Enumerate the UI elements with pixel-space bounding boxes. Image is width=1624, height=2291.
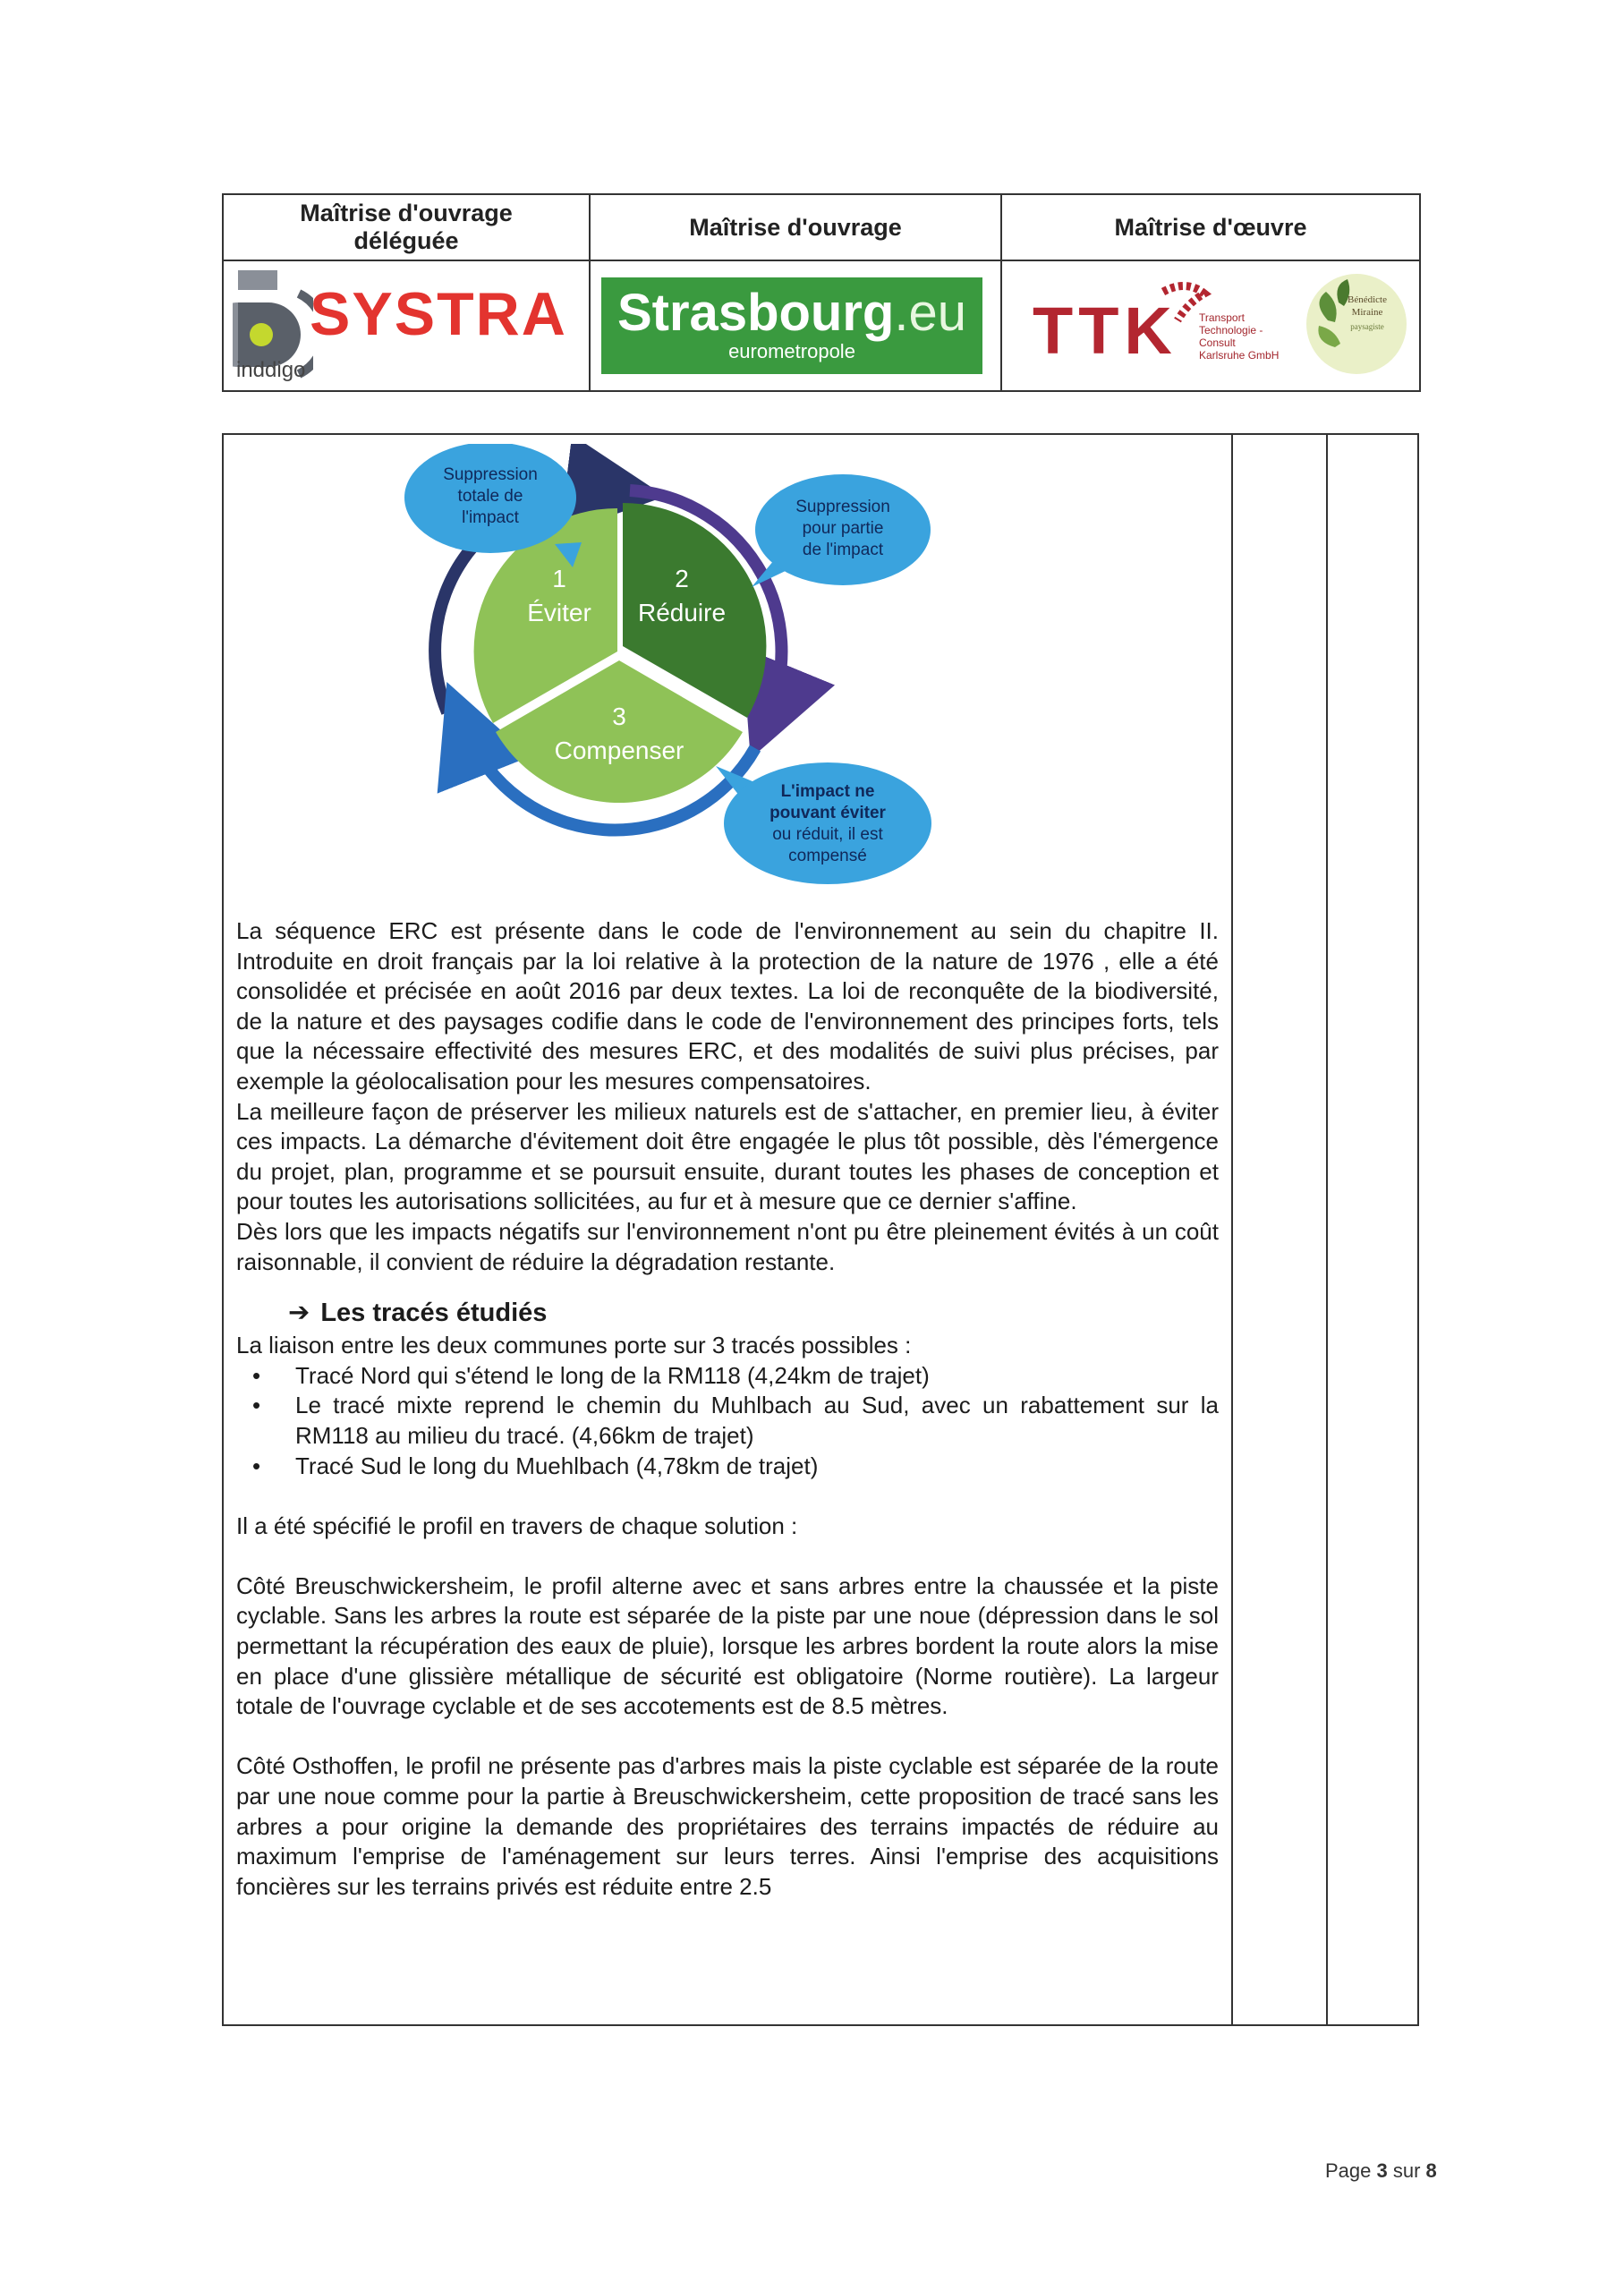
svg-text:totale de: totale de <box>457 487 523 506</box>
systra-logo-text: SYSTRA <box>310 280 567 348</box>
page-total: 8 <box>1425 2159 1437 2182</box>
paragraph-routes-intro: La liaison entre les deux communes porte sur 3 tracés possibles : <box>236 1332 912 1359</box>
svg-text:Bénédicte: Bénédicte <box>1348 294 1387 305</box>
svg-text:pour partie: pour partie <box>802 519 884 538</box>
svg-text:de l'impact: de l'impact <box>802 541 884 559</box>
paragraph-avoidance: La meilleure façon de préserver les milieux naturels est de s'attacher, en premier lieu, à éviter ces impacts. La démarche d'évitement doit être engagée le plus tôt possible, dès l'émergence du projet, plan, programme et se poursuit ensuite, durant toutes les phases de conception et pour toutes les autorisations sollicitées, au fur et à mesure que ce dernier s'affine. <box>236 1097 1219 1215</box>
bubble-partial-removal <box>752 474 931 587</box>
svg-text:Suppression: Suppression <box>795 498 890 516</box>
ttk-logo-text: TTK <box>1033 294 1178 368</box>
strasbourg-logo-suffix: .eu <box>894 284 966 342</box>
section-heading <box>288 1295 1219 1331</box>
systra-inddigo-logo <box>224 260 589 390</box>
svg-text:pouvant éviter: pouvant éviter <box>769 804 886 822</box>
frame-divider-1 <box>1231 435 1233 2024</box>
header-col-delegated <box>224 195 591 390</box>
ttk-logo-mark <box>1029 260 1226 385</box>
svg-text:L'impact ne: L'impact ne <box>780 782 875 801</box>
strasbourg-logo-block <box>601 277 982 374</box>
svg-text:ou réduit, il est: ou réduit, il est <box>772 825 883 844</box>
paragraph-reduction: Dès lors que les impacts négatifs sur l'environnement n'ont pu être pleinement évités à un coût raisonnable, il convient de réduire la dégradation restante. <box>236 1217 1219 1275</box>
header-col-contractor <box>1002 195 1419 390</box>
section-heading-text: Les tracés étudiés <box>320 1299 548 1328</box>
sector-avoid-number: 1 <box>552 565 566 592</box>
header-title-delegated: Maîtrise d'ouvrage déléguée <box>224 195 589 261</box>
paragraph-profile-intro: Il a été spécifié le profil en travers de chaque solution : <box>236 1512 798 1539</box>
svg-text:Miraine: Miraine <box>1351 307 1383 318</box>
bubble-compensated <box>716 762 931 884</box>
erc-diagram <box>403 444 1083 891</box>
header-title-owner: Maîtrise d'ouvrage <box>591 195 1000 261</box>
eurometropole-text: eurometropole <box>728 340 855 362</box>
list-item: • Tracé Nord qui s'étend le long de la RM118 (4,24km de trajet) <box>295 1361 1219 1392</box>
svg-text:paysagiste: paysagiste <box>1350 322 1384 331</box>
svg-text:compensé: compensé <box>788 847 867 865</box>
sector-compensate-number: 3 <box>612 703 626 730</box>
header-title-contractor: Maîtrise d'œuvre <box>1002 195 1419 261</box>
page-number: Page 3 sur 8 <box>1325 2159 1437 2182</box>
paragraph-breuschwickersheim: Côté Breuschwickersheim, le profil alterne avec et sans arbres entre la chaussée et la piste cyclable. Sans les arbres la route est séparée de la piste par une noue (dépression dans le sol permettant la récupération des eaux de pluie), lorsque les arbres bordent la route alors la mise en place d'une glissière métallique de sécurité est obligatoire (Norme routière). La largeur totale de l'ouvrage cyclable et de ses accotements est de 8.5 mètres. <box>236 1571 1219 1720</box>
sector-reduce-label: Réduire <box>637 599 727 626</box>
list-item: • Le tracé mixte reprend le chemin du Muhlbach au Sud, avec un rabattement sur la RM118 au milieu du tracé. (4,66km de trajet) <box>295 1391 1219 1451</box>
paragraph-osthoffen: Côté Osthoffen, le profil ne présente pas d'arbres mais la piste cyclable est séparée de la route par une noue comme pour la partie à Breuschwickersheim, cette proposition de tracé sans les arbres a pour origine la demande des propriétaires des terrains impactés de réduire au maximum l'emprise de l'aménagement sur leurs terres. Ainsi l'emprise des acquisitions foncières sur les terrains privés est réduite entre 2.5 <box>236 1752 1219 1900</box>
inddigo-logo-text: inddigo <box>236 358 306 382</box>
sector-reduce-number: 2 <box>675 565 689 592</box>
strasbourg-logo <box>591 260 1000 390</box>
paragraph-erc-intro: La séquence ERC est présente dans le code de l'environnement au sein du chapitre II. Introduite en droit français par la loi relative à la protection de la nature de 1976 , elle a été consolidée et précisée en août 2016 par deux textes. La loi de reconquête de la biodiversité, de la nature et des paysages codifie dans le code de l'environnement des principes forts, tels que la nécessaire effectivité des mesures ERC, et des modalités de suivi plus précises, par exemple la géolocalisation pour les mesures compensatoires. <box>236 917 1219 1094</box>
frame-divider-2 <box>1326 435 1328 2024</box>
ttk-miraine-logos <box>1002 260 1419 390</box>
sector-avoid-label: Éviter <box>527 599 591 626</box>
routes-list <box>236 1361 1219 1481</box>
svg-text:l'impact: l'impact <box>462 508 519 527</box>
strasbourg-logo-text: Strasbourg <box>616 284 895 342</box>
svg-text:Suppression: Suppression <box>443 465 538 484</box>
page-current: 3 <box>1376 2159 1388 2182</box>
sector-compensate-label: Compenser <box>554 737 684 764</box>
arrow-right-icon: ➔ <box>288 1299 310 1328</box>
ttk-logo-caption: Transport Technologie - Consult Karlsruhe GmbH <box>1199 311 1280 362</box>
miraine-logo-mark <box>1303 267 1410 383</box>
body-text <box>236 916 1219 1902</box>
header-col-owner <box>591 195 1002 390</box>
list-item: • Tracé Sud le long du Muehlbach (4,78km de trajet) <box>295 1452 1219 1482</box>
header-table <box>222 193 1421 392</box>
